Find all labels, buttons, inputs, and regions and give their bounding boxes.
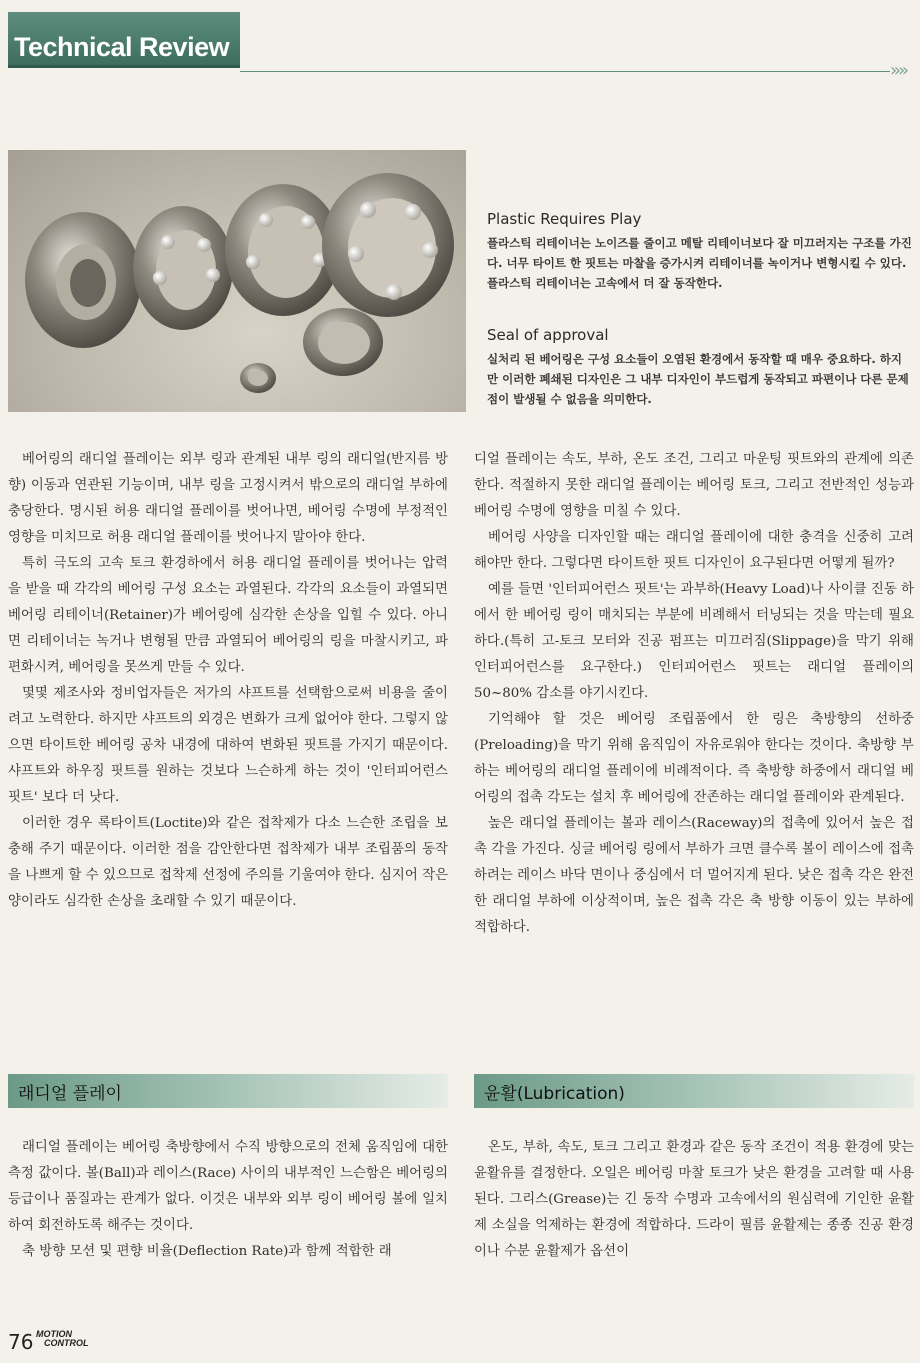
magazine-logo-line2: CONTROL: [44, 1338, 89, 1348]
caption-seal: [487, 326, 912, 409]
chevron-right-icon: »»: [890, 60, 907, 81]
paragraph: 몇몇 제조사와 정비업자들은 저가의 샤프트를 선택함으로써 비용을 줄이려고 노력한다. 하지만 샤프트의 외경은 변화가 크게 없어야 한다. 그렇지 않으면 타이트한 베어링 공차 내경에 대하여 변화된 핏트를 가지기 때문이다. 샤프트와 하우징 핏트를 원하는 것보다 느슨하게 하는 것이 '인터피어런스 핏트' 보다 더 낫다.: [8, 686, 448, 805]
header-banner: [8, 12, 240, 68]
section-header-lubrication: [474, 1074, 914, 1108]
bearings-photo: [8, 150, 466, 412]
caption-title: Seal of approval: [487, 326, 609, 344]
left-column-body: [8, 447, 448, 915]
caption-title: Plastic Requires Play: [487, 210, 642, 228]
magazine-logo-line1: MOTION: [36, 1329, 72, 1339]
section-header-radial-play: [8, 1074, 448, 1108]
section-title: 윤활(Lubrication): [484, 1084, 625, 1104]
paragraph: 예를 들면 '인터피어런스 핏트'는 과부하(Heavy Load)나 사이클 진동 하에서 한 베어링 링이 매치되는 부분에 비례해서 터닝되는 것을 막는데 필요하다.(특히 고-토크 모터와 진공 펌프는 미끄러짐(Slippage)을 막기 위해 인터피어런스를 요구한다.) 인터피어런스 핏트는 래디얼 플레이의 50~80% 감소를 야기시킨다.: [474, 582, 914, 701]
paragraph: 디얼 플레이는 속도, 부하, 온도 조건, 그리고 마운팅 핏트와의 관계에 의존한다. 적절하지 못한 래디얼 플레이는 베어링 토크, 그리고 전반적인 성능과 베어링 수명에 영향을 미칠 수 있다.: [474, 452, 914, 519]
header-rule: [240, 71, 890, 72]
paragraph: 베어링 사양을 디자인할 때는 래디얼 플레이에 대한 충격을 신중히 고려해야만 한다. 그렇다면 타이트한 핏트 디자인이 요구된다면 어떻게 될까?: [474, 530, 914, 571]
lubrication-body: [474, 1135, 914, 1265]
paragraph: 온도, 부하, 속도, 토크 그리고 환경과 같은 동작 조건이 적용 환경에 맞는 윤활유를 결정한다. 오일은 베어링 마찰 토크가 낮은 환경을 고려할 때 사용된다. 그리스(Grease)는 긴 동작 수명과 고속에서의 원심력에 기인한 윤활제 소실을 억제하는 환경에 적합하다. 드라이 필름 윤활제는 종종 진공 환경이나 수분 윤활제가 옵션이: [474, 1140, 914, 1259]
header-title: Technical Review: [14, 32, 230, 62]
paragraph: 이러한 경우 록타이트(Loctite)와 같은 접착제가 다소 느슨한 조립을 보충해 주기 때문이다. 이러한 점을 감안한다면 접착제가 내부 조립품의 동작을 나쁘게 할 수 있으므로 접착제 선정에 주의를 기울여야 한다. 심지어 작은 양이라도 심각한 손상을 초래할 수 있기 때문이다.: [8, 816, 448, 909]
radial-play-body: [8, 1135, 448, 1265]
caption-plastic: [487, 210, 912, 293]
right-column-body: [474, 447, 914, 941]
caption-text: 플라스틱 리테이너는 노이즈를 줄이고 메탈 리테이너보다 잘 미끄러지는 구조를 가진다. 너무 타이트 한 핏트는 마찰을 증가시켜 리테이너를 녹이거나 변형시킬 수 있다. 플라스틱 리테이너는 고속에서 더 잘 동작한다.: [487, 236, 912, 290]
section-title: 래디얼 플레이: [18, 1084, 122, 1104]
paragraph: 축 방향 모션 및 편향 비율(Deflection Rate)과 함께 적합한 래: [22, 1244, 392, 1259]
paragraph: 높은 래디얼 플레이는 볼과 레이스(Raceway)의 접촉에 있어서 높은 접촉 각을 가진다. 싱글 베어링 링에서 부하가 크면 클수록 볼이 레이스에 접촉하려는 레이스 바닥 면이나 중심에서 더 멀어지게 된다. 낮은 접촉 각은 완전한 래디얼 부하에 이상적이며, 높은 접촉 각은 축 방향 이동이 있는 부하에 적합하다.: [474, 816, 914, 935]
paragraph: 특히 극도의 고속 토크 환경하에서 허용 래디얼 플레이를 벗어나는 압력을 받을 때 각각의 베어링 구성 요소는 과열된다. 각각의 요소들이 과열되면 베어링 리테이너(Retainer)가 베어링에 심각한 손상을 입힐 수 있다. 아니면 리테이너는 녹거나 변형될 만큼 과열되어 베어링의 링을 마찰시키고, 파편화시켜, 베어링을 못쓰게 만들 수 있다.: [8, 556, 448, 675]
caption-text: 실처리 된 베어링은 구성 요소들이 오염된 환경에서 동작할 때 매우 중요하다. 하지만 이러한 폐쇄된 디자인은 그 내부 디자인이 부드럽게 동작되고 파편이나 다른 문제점이 발생될 수 없음을 의미한다.: [487, 352, 909, 406]
magazine-logo: [36, 1330, 89, 1348]
page-number: 76: [8, 1330, 34, 1354]
bearings-illustration: [8, 150, 466, 412]
page-footer: [8, 1328, 208, 1358]
paragraph: 베어링의 래디얼 플레이는 외부 링과 관계된 내부 링의 래디얼(반지름 방향) 이동과 연관된 기능이며, 내부 링을 고정시켜서 밖으로의 래디얼 부하에 충당한다. 명시된 허용 래디얼 플레이를 벗어나면, 베어링 수명에 부정적인 영향을 미치므로 허용 래디얼 플레이를 벗어나지 말아야 한다.: [8, 452, 448, 545]
paragraph: 기억해야 할 것은 베어링 조립품에서 한 링은 축방향의 선하중(Preloading)을 막기 위해 움직임이 자유로워야 한다는 것이다. 축방향 부하는 베어링의 래디얼 플레이에 비례적이다. 즉 축방향 하중에서 래디얼 베어링의 접촉 각도는 설치 후 베어링에 잔존하는 래디얼 플레이와 관계된다.: [474, 712, 914, 805]
paragraph: 래디얼 플레이는 베어링 축방향에서 수직 방향으로의 전체 움직임에 대한 측정 값이다. 볼(Ball)과 레이스(Race) 사이의 내부적인 느슨함은 베어링의 등급이나 품질과는 관계가 없다. 이것은 내부와 외부 링이 베어링 볼에 일치하여 회전하도록 해주는 것이다.: [8, 1140, 448, 1233]
